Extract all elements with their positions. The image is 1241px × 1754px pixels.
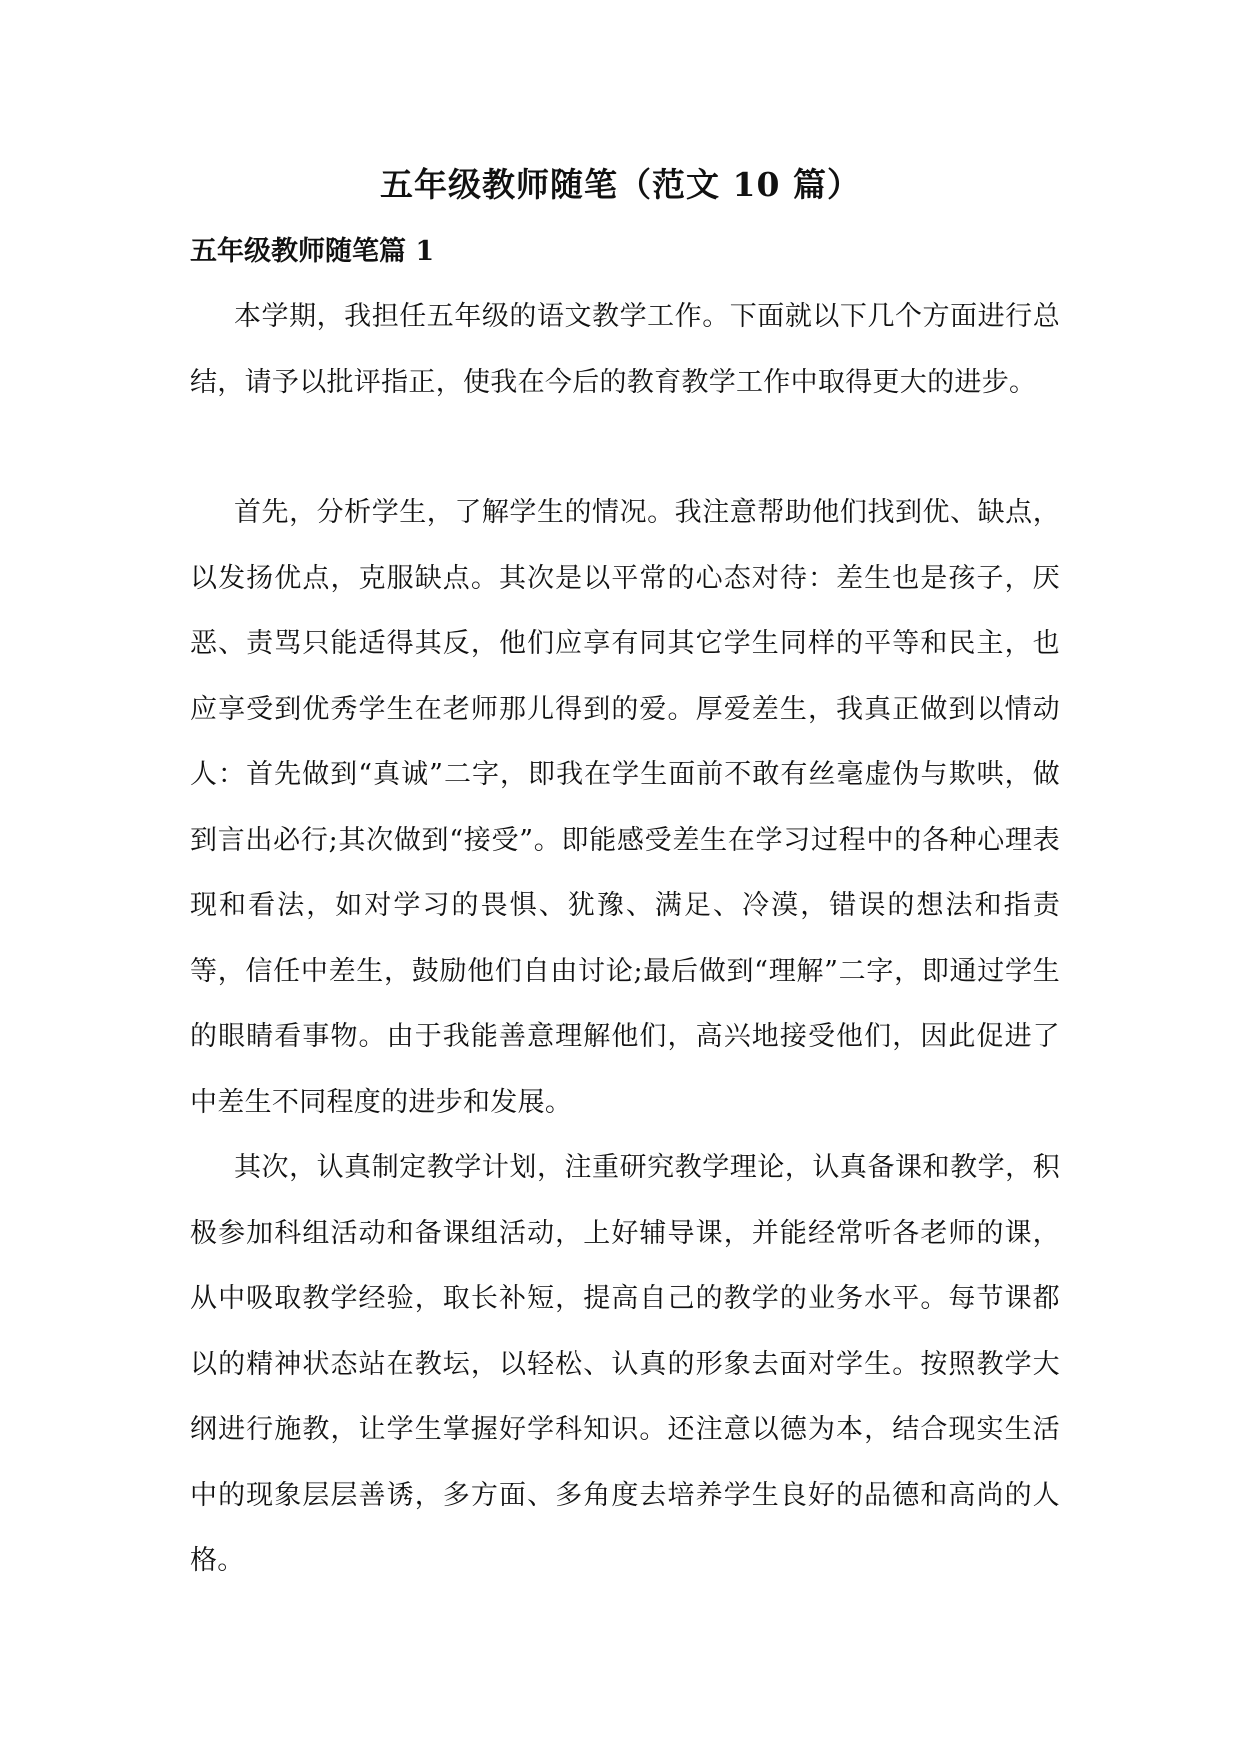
paragraph-2: 首先，分析学生，了解学生的情况。我注意帮助他们找到优、缺点，以发扬优点，克服缺点。其次是以平常的心态对待：差生也是孩子，厌恶、责骂只能适得其反，他们应享有同其它学生同样的平等和民主，也应享受到优秀学生在老师那儿得到的爱。厚爱差生，我真正做到以情动人：首先做到“真诚”二字，即我在学生面前不敢有丝毫虚伪与欺哄，做到言出必行;其次做到“接受”。即能感受差生在学习过程中的各种心理表现和看法，如对学习的畏惧、犹豫、满足、冷漠，错误的想法和指责等，信任中差生，鼓励他们自由讨论;最后做到“理解”二字，即通过学生的眼睛看事物。由于我能善意理解他们，高兴地接受他们，因此促进了中差生不同程度的进步和发展。 bbox=[190, 497, 1060, 1118]
document-title: 五年级教师随笔（范文 10 篇） bbox=[380, 165, 861, 204]
section-heading: 五年级教师随笔篇 1 bbox=[190, 236, 435, 267]
paragraph-3: 其次，认真制定教学计划，注重研究教学理论，认真备课和教学，积极参加科组活动和备课组活动，上好辅导课，并能经常听各老师的课，从中吸取教学经验，取长补短，提高自己的教学的业务水平。每节课都以的精神状态站在教坛，以轻松、认真的形象去面对学生。按照教学大纲进行施教，让学生掌握好学科知识。还注意以德为本，结合现实生活中的现象层层善诱，多方面、多角度去培养学生良好的品德和高尚的人格。 bbox=[190, 1152, 1060, 1576]
paragraph-1: 本学期，我担任五年级的语文教学工作。下面就以下几个方面进行总结，请予以批评指正，使我在今后的教育教学工作中取得更大的进步。 bbox=[190, 301, 1060, 398]
